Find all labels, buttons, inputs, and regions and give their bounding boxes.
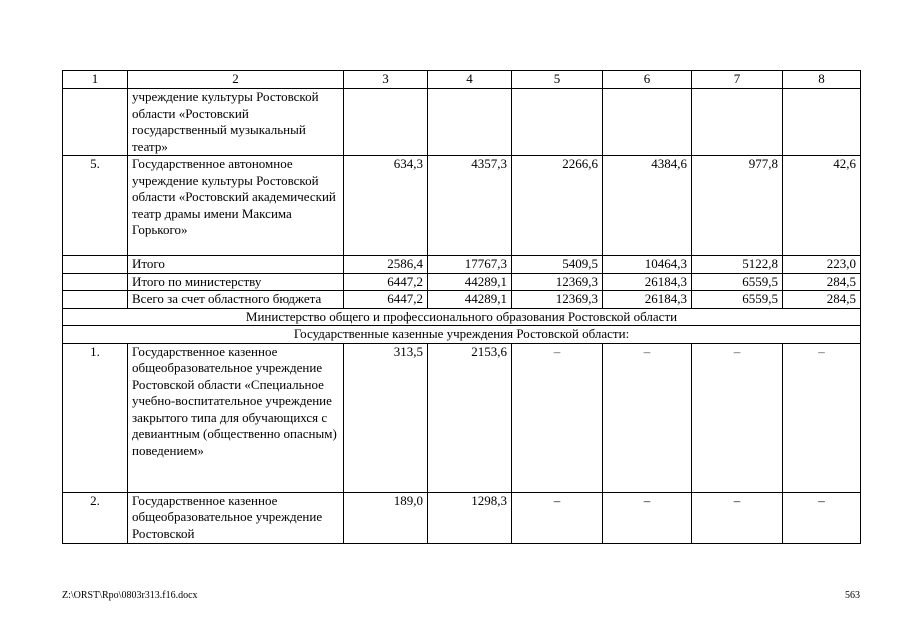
row-value: – [692, 343, 783, 492]
col-header-2: 2 [128, 71, 344, 89]
col-header-8: 8 [783, 71, 861, 89]
row-value: 313,5 [344, 343, 428, 492]
row-value: 6559,5 [692, 273, 783, 291]
row-index [63, 273, 128, 291]
row-value: 5409,5 [512, 256, 603, 274]
row-name: Итого по министерству [128, 273, 344, 291]
row-index: 1. [63, 343, 128, 492]
table-row-2 [63, 492, 861, 543]
col-header-7: 7 [692, 71, 783, 89]
row-name: Всего за счет областного бюджета [128, 291, 344, 309]
table-row-grand-total [63, 291, 861, 309]
row-index: 2. [63, 492, 128, 543]
row-value: 4384,6 [603, 156, 692, 256]
row-value: – [603, 492, 692, 543]
row-value: 6447,2 [344, 291, 428, 309]
row-value: 42,6 [783, 156, 861, 256]
row-value: – [783, 492, 861, 543]
row-value: 12369,3 [512, 291, 603, 309]
row-value: 223,0 [783, 256, 861, 274]
row-name: Итого [128, 256, 344, 274]
row-value: 26184,3 [603, 273, 692, 291]
row-value: 977,8 [692, 156, 783, 256]
col-header-6: 6 [603, 71, 692, 89]
footer-page-number: 563 [845, 590, 860, 601]
row-value: 284,5 [783, 273, 861, 291]
row-value [603, 89, 692, 156]
row-value [783, 89, 861, 156]
row-name: Государственное казенное общеобразовательное учреждение Ростовской области «Специальное учебно-воспитательное учреждение закрытого типа для обучающихся с девиантным (общественно опасным) поведением» [128, 343, 344, 492]
row-value: 44289,1 [428, 273, 512, 291]
row-value: – [692, 492, 783, 543]
row-value: 1298,3 [428, 492, 512, 543]
section-header-institutions [63, 326, 861, 344]
header-row [63, 71, 861, 89]
row-value: 12369,3 [512, 273, 603, 291]
row-value [692, 89, 783, 156]
row-value: – [603, 343, 692, 492]
budget-table [62, 70, 861, 544]
row-index [63, 291, 128, 309]
table-row-continuation [63, 89, 861, 156]
footer-file-path: Z:\ORST\Rpo\0803r313.f16.docx [62, 590, 198, 601]
row-index [63, 256, 128, 274]
row-value: 26184,3 [603, 291, 692, 309]
table-row-5 [63, 156, 861, 256]
row-value: 2586,4 [344, 256, 428, 274]
row-value: 189,0 [344, 492, 428, 543]
row-value: 44289,1 [428, 291, 512, 309]
section-header-ministry [63, 308, 861, 326]
table-row-itogo [63, 256, 861, 274]
row-value: 10464,3 [603, 256, 692, 274]
row-value [344, 89, 428, 156]
col-header-4: 4 [428, 71, 512, 89]
row-index [63, 89, 128, 156]
row-value: 2153,6 [428, 343, 512, 492]
col-header-1: 1 [63, 71, 128, 89]
row-value [428, 89, 512, 156]
section-subtitle: Государственные казенные учреждения Ростовской области: [63, 326, 861, 344]
row-value: 284,5 [783, 291, 861, 309]
row-value: 6447,2 [344, 273, 428, 291]
col-header-5: 5 [512, 71, 603, 89]
row-value: – [512, 492, 603, 543]
row-name: учреждение культуры Ростовской области «Ростовский государственный музыкальный театр» [128, 89, 344, 156]
row-value: 2266,6 [512, 156, 603, 256]
row-name: Государственное казенное общеобразовательное учреждение Ростовской [128, 492, 344, 543]
row-index: 5. [63, 156, 128, 256]
row-value: – [783, 343, 861, 492]
row-value: 634,3 [344, 156, 428, 256]
table-row-1 [63, 343, 861, 492]
table-row-ministry-total [63, 273, 861, 291]
col-header-3: 3 [344, 71, 428, 89]
row-name: Государственное автономное учреждение культуры Ростовской области «Ростовский академический театр драмы имени Максима Горького» [128, 156, 344, 256]
row-value: 6559,5 [692, 291, 783, 309]
row-value: 4357,3 [428, 156, 512, 256]
section-title: Министерство общего и профессионального образования Ростовской области [63, 308, 861, 326]
row-value [512, 89, 603, 156]
row-value: 17767,3 [428, 256, 512, 274]
row-value: 5122,8 [692, 256, 783, 274]
row-value: – [512, 343, 603, 492]
